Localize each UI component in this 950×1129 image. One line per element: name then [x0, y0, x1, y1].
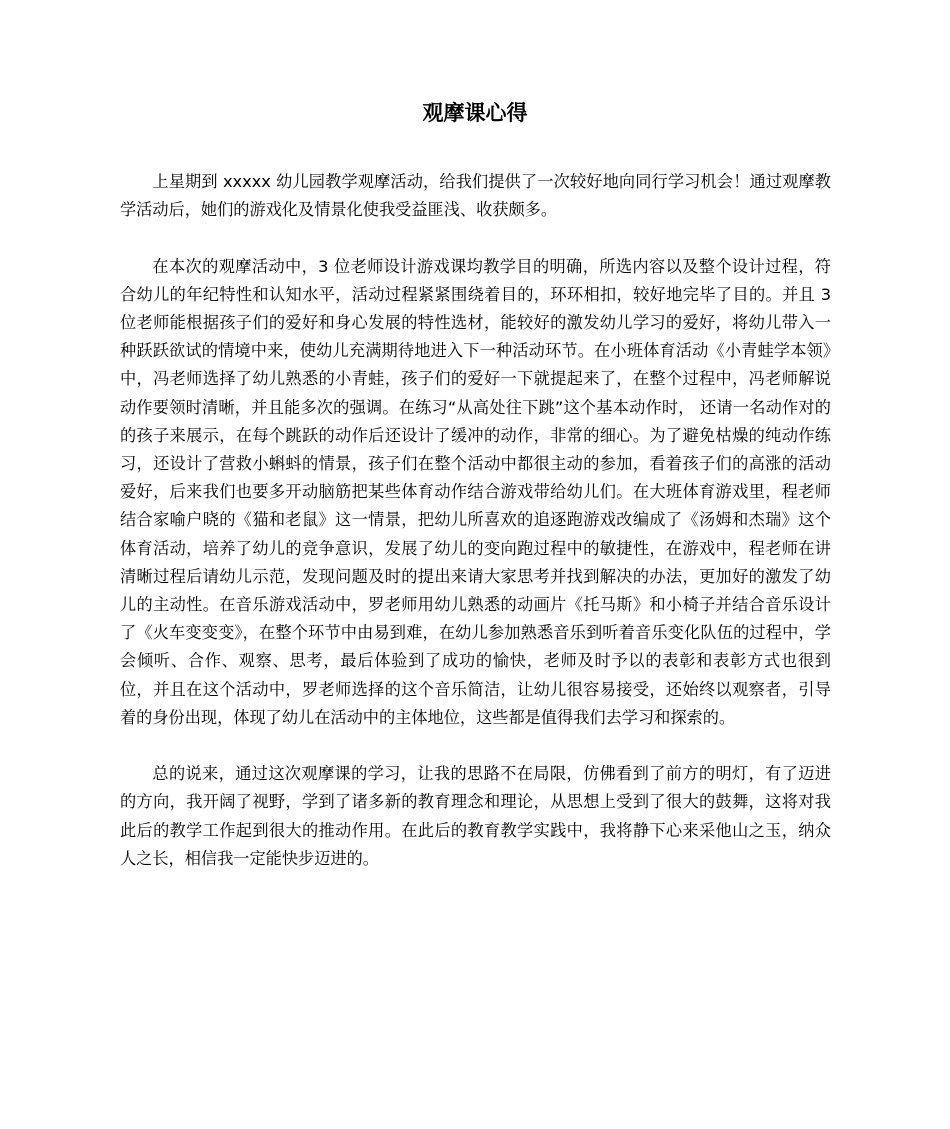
paragraph-main: 在本次的观摩活动中，3 位老师设计游戏课均教学目的明确，所选内容以及整个设计过程，符合幼儿的年纪特性和认知水平，活动过程紧紧围绕着目的，环环相扣，较好地完毕了目的。并且 3 位老师能根据孩子们的爱好和身心发展的特性选材，能较好的激发幼儿学习的爱好，将幼儿带入一种跃跃欲试的情境中来，使幼儿充满期待地进入下一种活动环节。在小班体育活动《小青蛙学本领》中，冯老师选择了幼儿熟悉的小青蛙，孩子们的爱好一下就提起来了，在整个过程中，冯老师解说动作要领时清晰，并且能多次的强调。在练习“从高处往下跳”这个基本动作时， 还请一名动作对的的孩子来展示，在每个跳跃的动作后还设计了缓冲的动作，非常的细心。为了避免枯燥的纯动作练习，还设计了营救小蝌蚪的情景，孩子们在整个活动中都很主动的参加，看着孩子们的高涨的活动爱好，后来我们也要多开动脑筋把某些体育动作结合游戏带给幼儿们。在大班体育游戏里，程老师结合家喻户晓的《猫和老鼠》这一情景，把幼儿所喜欢的追逐跑游戏改编成了《汤姆和杰瑞》这个体育活动，培养了幼儿的竞争意识，发展了幼儿的变向跑过程中的敏捷性，在游戏中，程老师在讲清晰过程后请幼儿示范，发现问题及时的提出来请大家思考并找到解决的办法，更加好的激发了幼儿的主动性。在音乐游戏活动中，罗老师用幼儿熟悉的动画片《托马斯》和小椅子并结合音乐设计了《火车变变变》，在整个环节中由易到难，在幼儿参加熟悉音乐到听着音乐变化队伍的过程中，学会倾听、合作、观察、思考，最后体验到了成功的愉快，老师及时予以的表彰和表彰方式也很到位，并且在这个活动中，罗老师选择的这个音乐简洁，让幼儿很容易接受，还始终以观察者，引导着的身份出现，体现了幼儿在活动中的主体地位，这些都是值得我们去学习和探索的。: [120, 256, 831, 727]
document-title: 观摩课心得: [422, 101, 528, 125]
document-body: [120, 168, 831, 873]
paragraph-conclusion: 总的说来，通过这次观摩课的学习，让我的思路不在局限，仿佛看到了前方的明灯，有了迈进的方向，我开阔了视野，学到了诸多新的教育理念和理论，从思想上受到了很大的鼓舞，这将对我此后的教学工作起到很大的推动作用。在此后的教育教学实践中，我将静下心来采他山之玉，纳众人之长，相信我一定能快步迈进的。: [120, 764, 831, 868]
paragraph-intro: 上星期到 xxxxx 幼儿园教学观摩活动，给我们提供了一次较好地向同行学习机会！通过观摩教学活动后，她们的游戏化及情景化使我受益匪浅、收获颇多。: [120, 172, 831, 220]
